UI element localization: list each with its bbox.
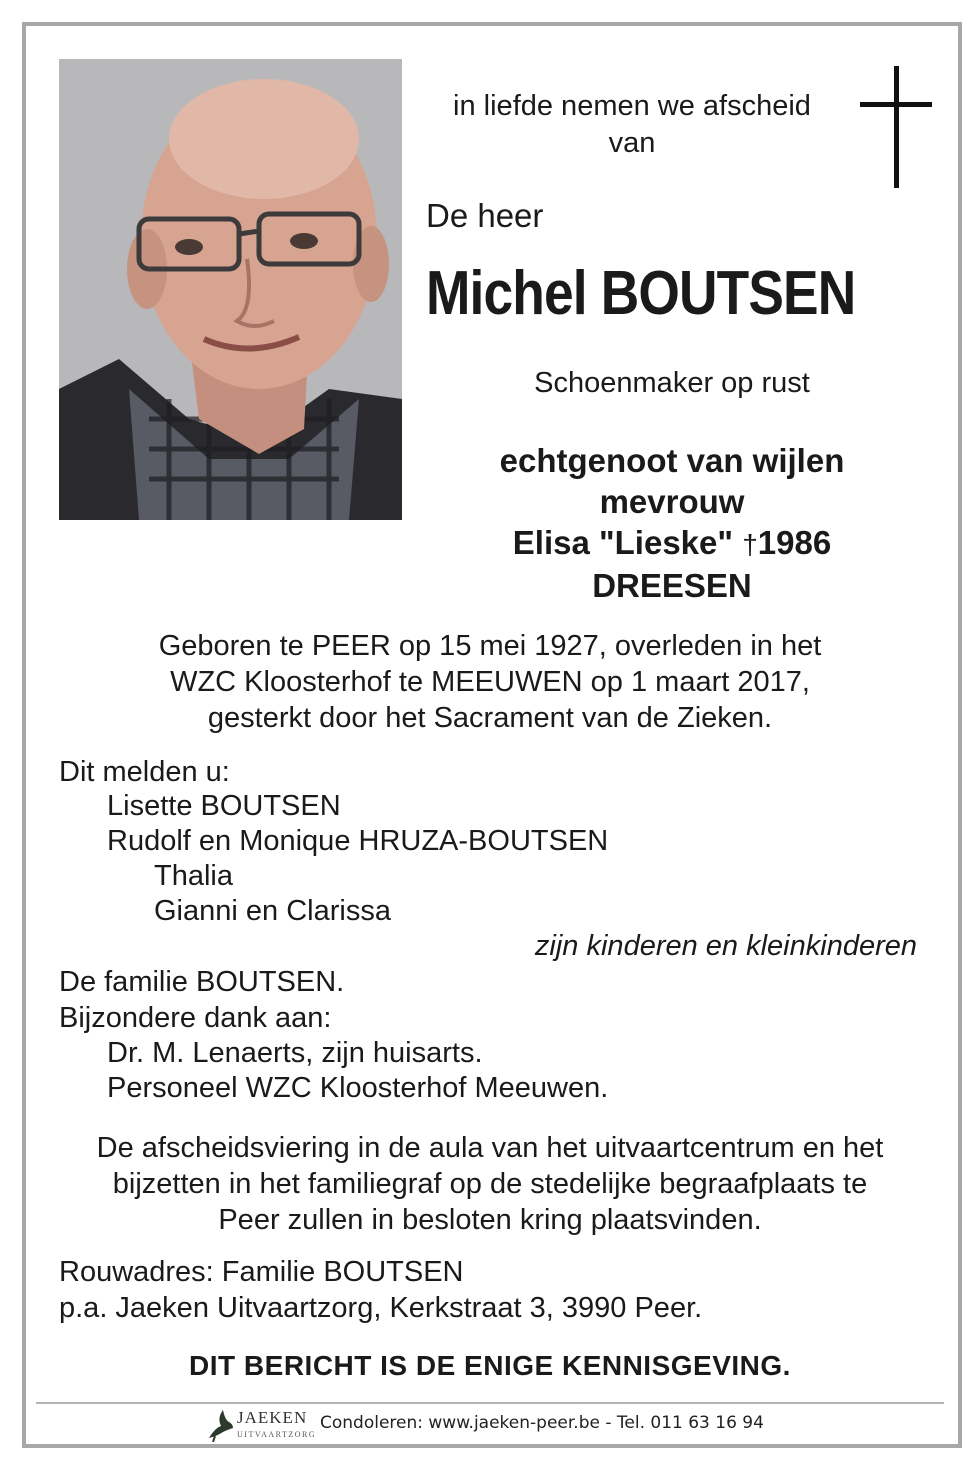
spouse-death-year: 1986 bbox=[757, 524, 832, 561]
footer-divider bbox=[36, 1402, 944, 1404]
announcers-heading: Dit melden u: bbox=[59, 756, 230, 788]
jaeken-logo bbox=[207, 1408, 319, 1444]
grandchild-1: Thalia bbox=[154, 860, 233, 892]
bird-icon bbox=[207, 1408, 235, 1442]
intro-text: in liefde nemen we afscheid van bbox=[453, 90, 811, 159]
thanks-heading: Bijzondere dank aan: bbox=[59, 1002, 332, 1034]
logo-name: JAEKEN bbox=[237, 1408, 308, 1427]
title-prefix: De heer bbox=[426, 197, 544, 234]
address-line-2: p.a. Jaeken Uitvaartzorg, Kerkstraat 3, 3990 Peer. bbox=[59, 1292, 703, 1324]
spouse-name: Elisa "Lieske" bbox=[512, 524, 734, 561]
child-1: Lisette BOUTSEN bbox=[107, 790, 341, 822]
logo-subtitle: UITVAARTZORG bbox=[237, 1430, 317, 1439]
portrait-photo bbox=[59, 59, 402, 520]
family-text: De familie BOUTSEN. bbox=[59, 966, 345, 998]
child-2: Rudolf en Monique HRUZA-BOUTSEN bbox=[107, 825, 609, 857]
notice-text: DIT BERICHT IS DE ENIGE KENNISGEVING. bbox=[189, 1350, 791, 1381]
spouse-block: echtgenoot van wijlen mevrouw Elisa "Lieske" †1986 DREESEN bbox=[499, 442, 845, 604]
ceremony-info: De afscheidsviering in de aula van het uitvaartcentrum en het bijzetten in het familiegraf op de stedelijke begraafplaats te Peer zullen in besloten kring plaatsvinden. bbox=[96, 1132, 884, 1236]
deceased-name: Michel BOUTSEN bbox=[426, 259, 856, 328]
address-line-1: Rouwadres: Familie BOUTSEN bbox=[59, 1256, 464, 1288]
cross-icon bbox=[860, 66, 932, 188]
relation-text: zijn kinderen en kleinkinderen bbox=[534, 930, 917, 962]
contact-text: Condoleren: www.jaeken-peer.be - Tel. 011 63 16 94 bbox=[320, 1413, 764, 1433]
dagger-icon: † bbox=[742, 529, 758, 560]
birth-death-info: Geboren te PEER op 15 mei 1927, overleden in het WZC Kloosterhof te MEEUWEN op 1 maart 2017, gesterkt door het Sacrament van de Zieken. bbox=[158, 630, 822, 734]
grandchild-2: Gianni en Clarissa bbox=[154, 895, 391, 927]
thanks-item-2: Personeel WZC Kloosterhof Meeuwen. bbox=[107, 1072, 609, 1104]
profession: Schoenmaker op rust bbox=[534, 367, 810, 399]
thanks-item-1: Dr. M. Lenaerts, zijn huisarts. bbox=[107, 1037, 483, 1069]
